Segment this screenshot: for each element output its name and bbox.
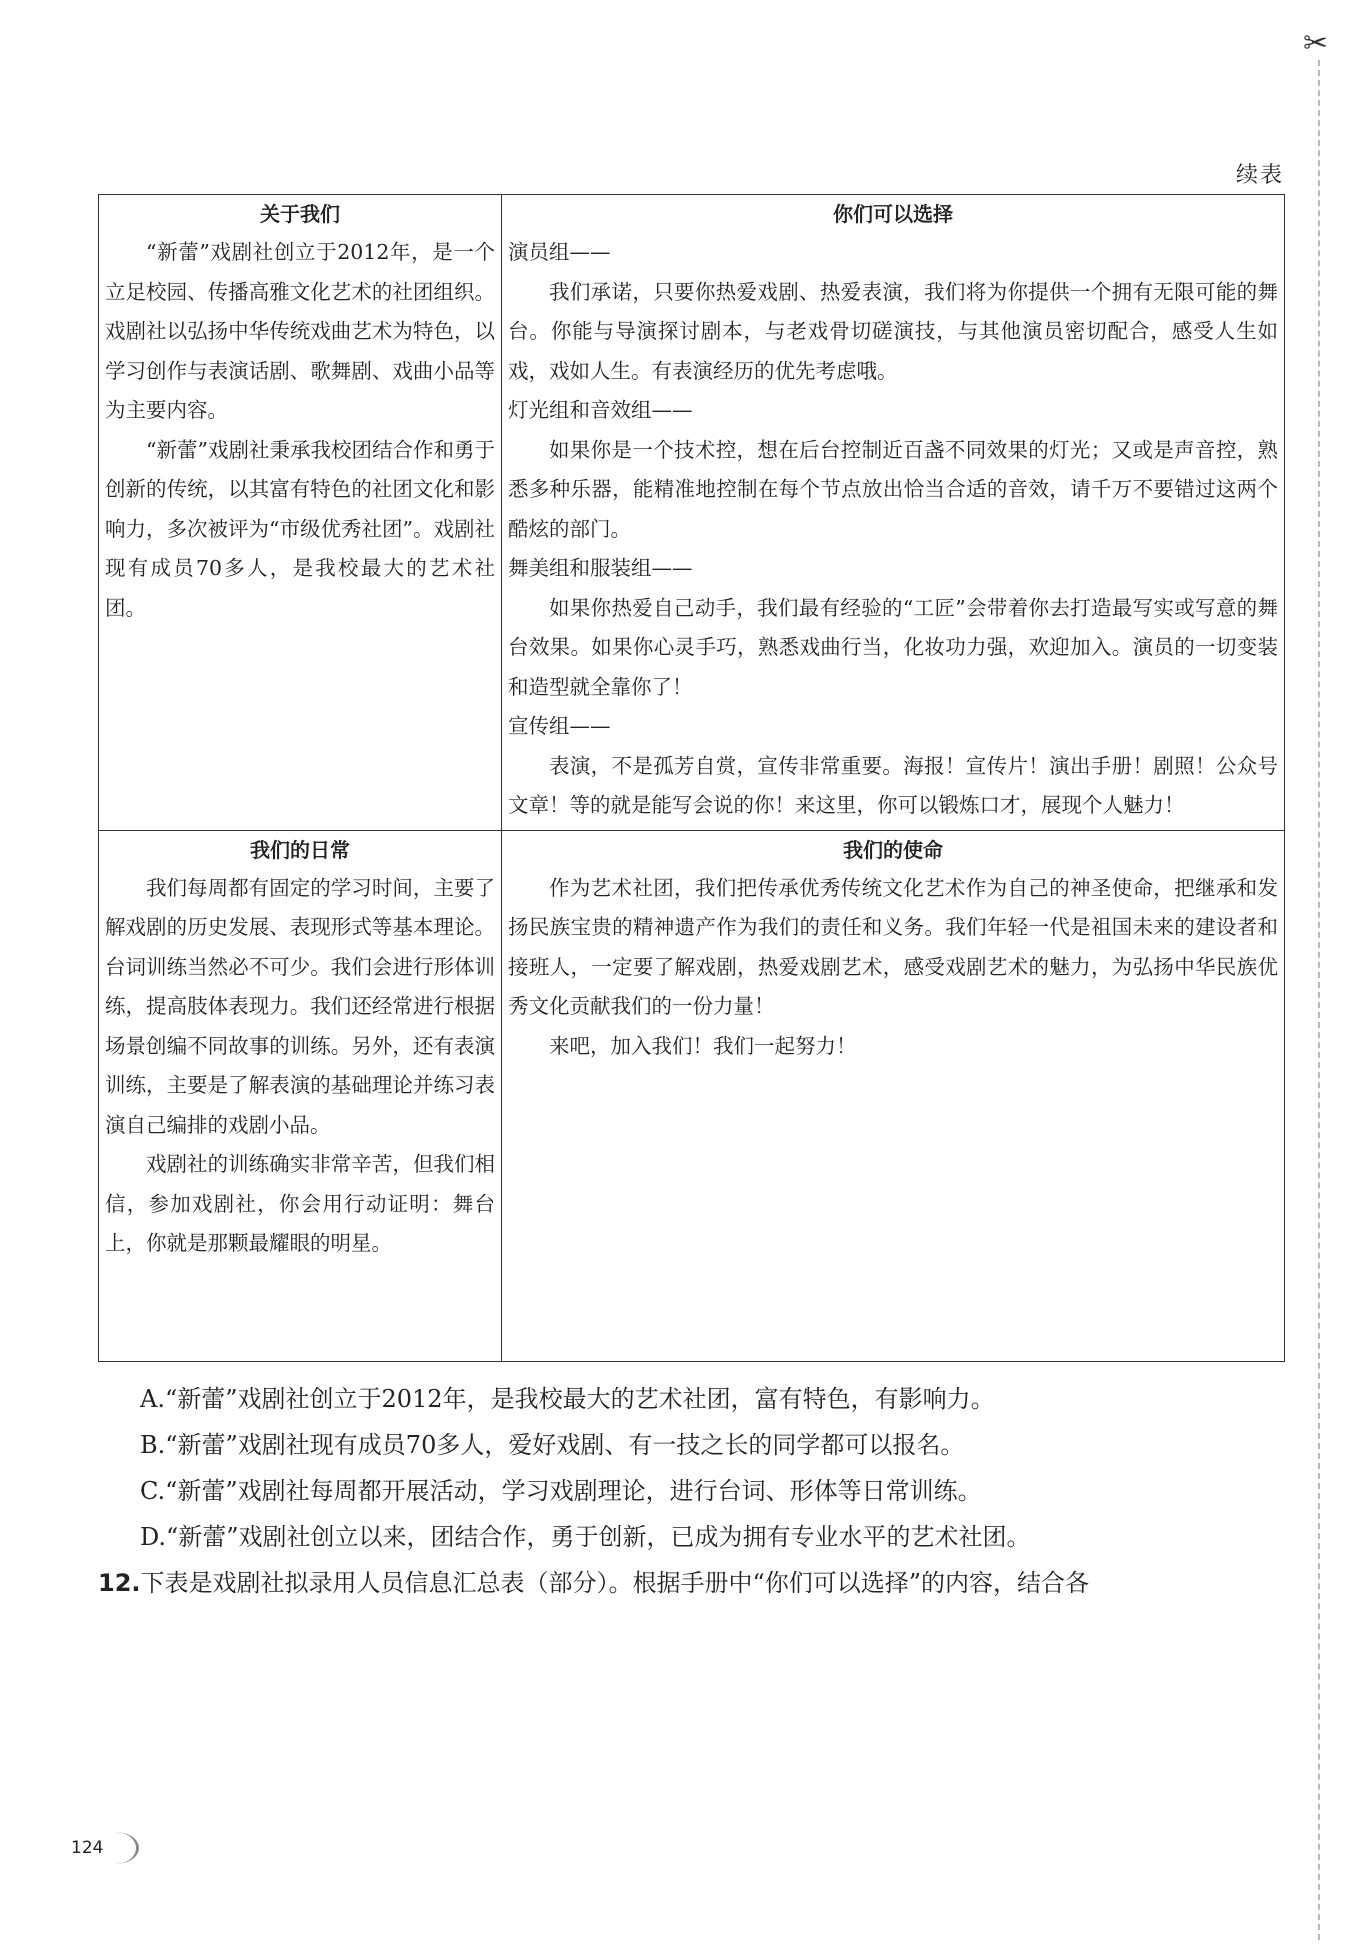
option-a: A.“新蕾”戏剧社创立于2012年，是我校最大的艺术社团，富有特色，有影响力。 [140, 1385, 995, 1413]
choose-heading: 你们可以选择 [833, 202, 953, 226]
scissors-icon: ✂ [1303, 26, 1329, 61]
mission-paragraph: 作为艺术社团，我们把传承优秀传统文化艺术作为自己的神圣使命，把继承和发扬民族宝贵的精神遗产作为我们的责任和义务。我们年轻一代是祖国未来的建设者和接班人，一定要了解戏剧，热爱戏剧艺术，感受戏剧艺术的魅力，为弘扬中华民族优秀文化贡献我们的一份力量！ [508, 875, 1278, 1018]
group-text-stage-costume: 如果你热爱自己动手，我们最有经验的“工匠”会带着你去打造最写实或写意的舞台效果。如果你心灵手巧，熟悉戏曲行当，化妆功力强，欢迎加入。演员的一切变装和造型就全靠你了！ [508, 595, 1278, 699]
continued-label: 续表 [1235, 163, 1284, 188]
option-b: B.“新蕾”戏剧社现有成员70多人，爱好戏剧、有一技之长的同学都可以报名。 [140, 1431, 965, 1459]
about-paragraph: “新蕾”戏剧社秉承我校团结合作和勇于创新的传统，以其富有特色的社团文化和影响力，多次被评为“市级优秀社团”。戏剧社现有成员70多人，是我校最大的艺术社团。 [105, 437, 495, 620]
page-number-badge [64, 1830, 146, 1866]
mission-paragraph: 来吧，加入我们！我们一起努力！ [549, 1033, 857, 1058]
daily-cell [99, 830, 502, 1361]
question-text: 下表是戏剧社拟录用人员信息汇总表（部分）。根据手册中“你们可以选择”的内容，结合各 [140, 1569, 1090, 1597]
cut-line [1318, 60, 1320, 1940]
option-d: D.“新蕾”戏剧社创立以来，团结合作，勇于创新，已成为拥有专业水平的艺术社团。 [140, 1523, 1031, 1551]
group-text-publicity: 表演，不是孤芳自赏，宣传非常重要。海报！宣传片！演出手册！剧照！公众号文章！等的就是能写会说的你！来这里，你可以锻炼口才，展现个人魅力！ [508, 753, 1278, 817]
handbook-table [98, 194, 1285, 1362]
mission-cell [502, 830, 1285, 1361]
about-paragraph: “新蕾”戏剧社创立于2012年，是一个立足校园、传播高雅文化艺术的社团组织。戏剧社以弘扬中华传统戏曲艺术为特色，以学习创作与表演话剧、歌舞剧、戏曲小品等为主要内容。 [105, 240, 495, 422]
group-text-actors: 我们承诺，只要你热爱戏剧、热爱表演，我们将为你提供一个拥有无限可能的舞台。你能与导演探讨剧本，与老戏骨切磋演技，与其他演员密切配合，感受人生如戏，戏如人生。有表演经历的优先考虑哦。 [508, 279, 1278, 383]
daily-paragraph: 我们每周都有固定的学习时间，主要了解戏剧的历史发展、表现形式等基本理论。台词训练当然必不可少。我们会进行形体训练，提高肢体表现力。我们还经常进行根据场景创编不同故事的训练。另外，还有表演训练，主要是了解表演的基础理论并练习表演自己编排的戏剧小品。 [105, 875, 495, 1137]
mission-heading: 我们的使命 [843, 837, 943, 862]
choose-cell [502, 195, 1285, 831]
daily-heading: 我们的日常 [250, 837, 350, 862]
group-name-publicity: 宣传组—— [508, 714, 611, 738]
about-heading: 关于我们 [260, 202, 340, 226]
option-c: C.“新蕾”戏剧社每周都开展活动，学习戏剧理论，进行台词、形体等日常训练。 [140, 1477, 982, 1505]
question-12 [98, 1560, 1089, 1606]
daily-paragraph: 戏剧社的训练确实非常辛苦，但我们相信，参加戏剧社，你会用行动证明：舞台上，你就是那颗最耀眼的明星。 [105, 1152, 495, 1255]
page-number: 124 [71, 1838, 104, 1858]
group-name-actors: 演员组—— [508, 240, 611, 264]
answer-options [140, 1376, 1031, 1560]
about-cell [99, 195, 502, 831]
question-number: 12. [98, 1569, 141, 1597]
group-text-lighting-sound: 如果你是一个技术控，想在后台控制近百盏不同效果的灯光；又或是声音控，熟悉多种乐器，能精准地控制在每个节点放出恰当合适的音效，请千万不要错过这两个酷炫的部门。 [508, 437, 1278, 541]
group-name-stage-costume: 舞美组和服装组—— [508, 556, 693, 580]
group-name-lighting-sound: 灯光组和音效组—— [508, 398, 693, 422]
